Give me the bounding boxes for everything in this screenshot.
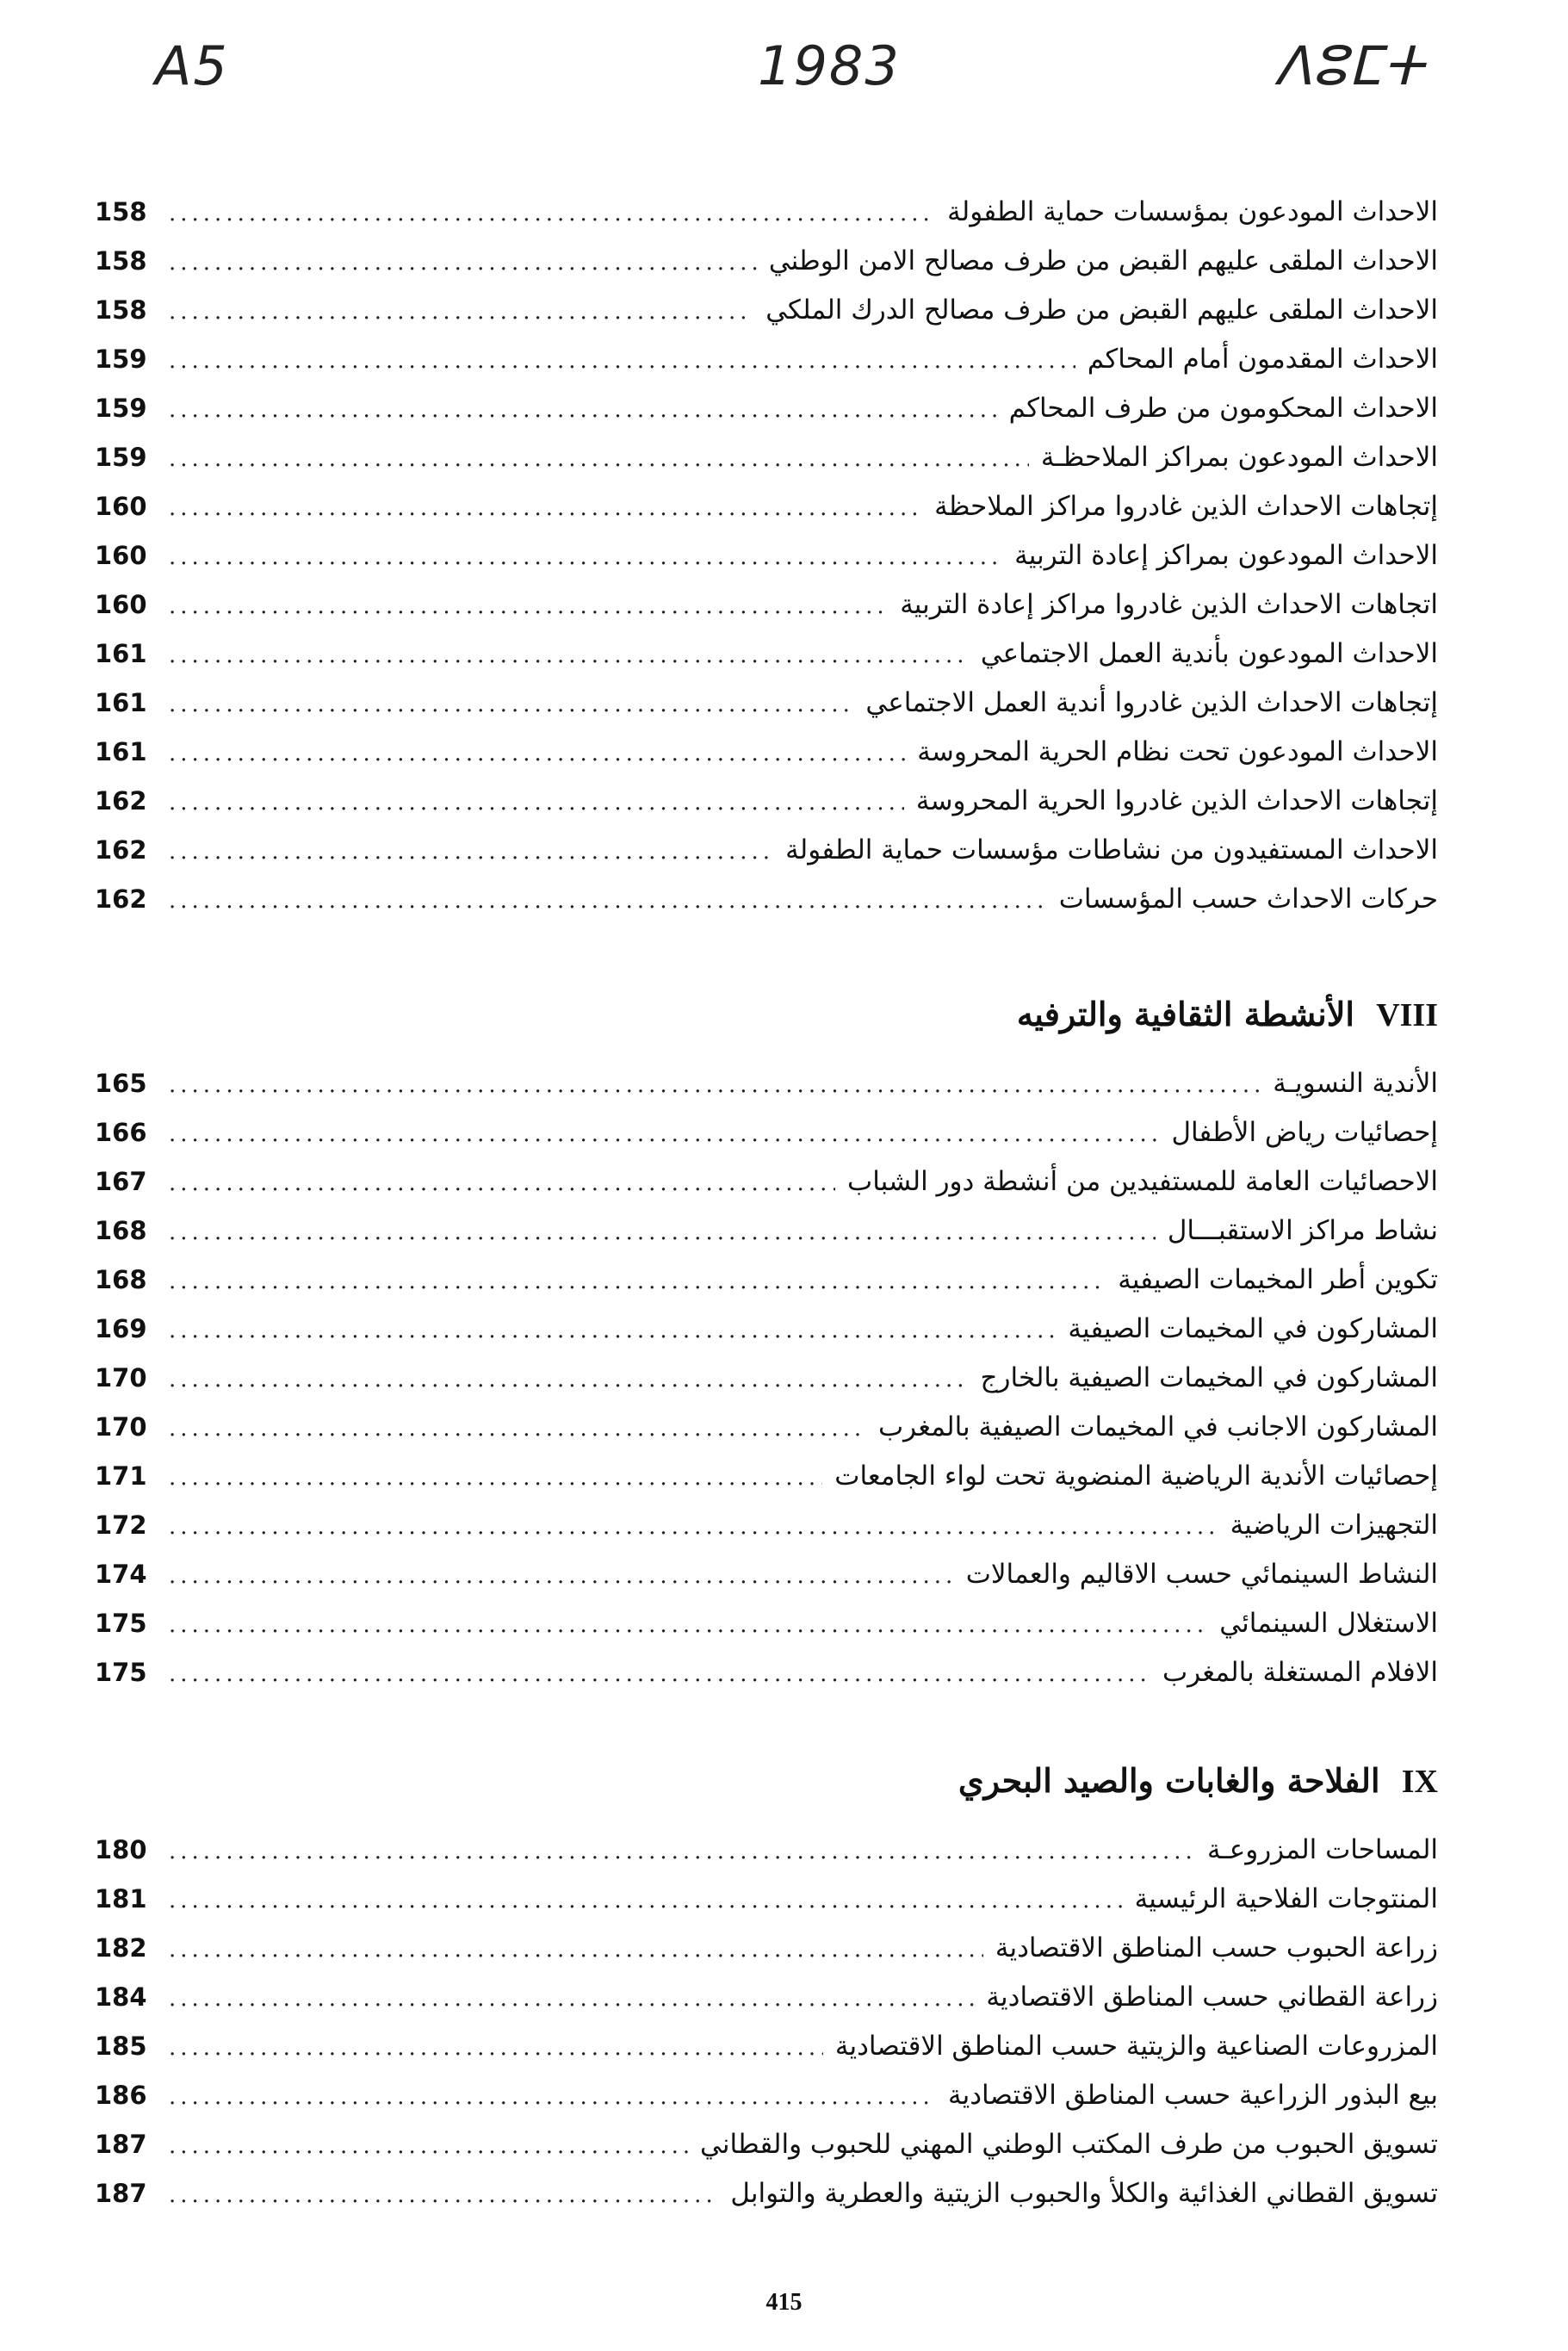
toc-entry-title: الاحداث المودعون بأندية العمل الاجتماعي — [980, 638, 1438, 669]
toc-entry-title: الاستغلال السينمائي — [1219, 1608, 1438, 1639]
toc-entry — [95, 344, 1438, 393]
toc-entry — [95, 1411, 1438, 1461]
toc-entry-title: الافلام المستغلة بالمغرب — [1162, 1657, 1438, 1688]
toc-entry-title: تكوين أطر المخيمات الصيفية — [1118, 1264, 1438, 1295]
dot-leader — [169, 2133, 688, 2159]
toc-entry-page-number: 182 — [95, 1933, 147, 1963]
toc-entry-page-number: 169 — [95, 1314, 147, 1343]
dot-leader — [169, 1888, 1123, 1914]
toc-entry-title: الاحداث المستفيدون من نشاطات مؤسسات حماية الطفولة — [785, 834, 1438, 865]
dot-leader — [169, 741, 905, 766]
toc-entry-title: الاحداث المودعون بمراكز إعادة التربية — [1014, 540, 1438, 571]
toc-entry — [95, 1657, 1438, 1706]
toc-entry-page-number: 158 — [95, 246, 147, 276]
section-title: الفلاحة والغابات والصيد البحري — [958, 1761, 1380, 1800]
section-heading — [95, 980, 1438, 1049]
page-number: 415 — [765, 2289, 803, 2316]
toc-entry-page-number: 160 — [95, 541, 147, 570]
toc-entry-title: المشاركون في المخيمات الصيفية — [1068, 1313, 1438, 1344]
toc-entry-page-number: 187 — [95, 2130, 147, 2159]
toc-entry-title: حركات الاحداث حسب المؤسسات — [1058, 884, 1438, 915]
toc-entry-title: الاحداث المودعون تحت نظام الحرية المحروسة — [917, 736, 1438, 767]
section-8-entries — [95, 1068, 1438, 1706]
dot-leader — [169, 446, 1029, 472]
toc-entry — [95, 1932, 1438, 1982]
toc-entry — [95, 1362, 1438, 1411]
toc-entry-page-number: 184 — [95, 1982, 147, 2012]
toc-entry-title: الاحداث المحكومون من طرف المحاكم — [1008, 393, 1438, 424]
toc-entry-page-number: 160 — [95, 492, 147, 521]
toc-entry-title: تسويق الحبوب من طرف المكتب الوطني المهني للحبوب والقطاني — [700, 2129, 1438, 2160]
dot-leader — [169, 1661, 1150, 1687]
toc-entry-title: إتجاهات الاحداث الذين غادروا الحرية المحروسة — [915, 785, 1438, 816]
toc-entry — [95, 1461, 1438, 1510]
toc-entry-title: إحصائيات رياض الأطفال — [1171, 1117, 1438, 1148]
toc-section-8 — [95, 980, 1438, 1706]
toc-entry-page-number: 186 — [95, 2081, 147, 2110]
toc-entry-page-number: 174 — [95, 1560, 147, 1589]
dot-leader — [169, 201, 935, 226]
toc-entry — [95, 1313, 1438, 1362]
dot-leader — [169, 2035, 823, 2061]
toc-entry-title: الأندية النسويـة — [1273, 1068, 1438, 1099]
toc-entry — [95, 1215, 1438, 1264]
dot-leader — [169, 1563, 954, 1589]
toc-entry-page-number: 162 — [95, 835, 147, 865]
toc-entry — [95, 1834, 1438, 1883]
toc-entry-page-number: 180 — [95, 1835, 147, 1864]
toc-entry-title: الاحداث المودعون بمؤسسات حماية الطفولة — [947, 196, 1438, 227]
dot-leader — [169, 1072, 1261, 1098]
toc-entry-title: تسويق القطاني الغذائية والكلأ والحبوب الزيتية والعطرية والتوابل — [730, 2178, 1438, 2209]
toc-entry — [95, 785, 1438, 834]
section-title: الأنشطة الثقافية والترفيه — [1016, 995, 1354, 1033]
dot-leader — [169, 2182, 718, 2208]
toc-entry — [95, 2129, 1438, 2178]
toc-entry — [95, 245, 1438, 295]
toc-entry-title: الاحداث المقدمون أمام المحاكم — [1087, 344, 1438, 375]
toc-entry-title: المزروعات الصناعية والزيتية حسب المناطق الاقتصادية — [834, 2031, 1438, 2062]
toc-entry-page-number: 158 — [95, 197, 147, 226]
toc-entry — [95, 1166, 1438, 1215]
toc-entry-title: إتجاهات الاحداث الذين غادروا مراكز الملاحظة — [934, 491, 1438, 522]
toc-entry-page-number: 181 — [95, 1884, 147, 1914]
toc-section-9 — [95, 1746, 1438, 2227]
toc-entry — [95, 589, 1438, 638]
toc-entry — [95, 1608, 1438, 1657]
toc-entry — [95, 638, 1438, 687]
dot-leader — [169, 1121, 1159, 1147]
section-9-entries — [95, 1834, 1438, 2227]
toc-entry-title: إتجاهات الاحداث الذين غادروا أندية العمل الاجتماعي — [865, 687, 1438, 718]
toc-entry-page-number: 165 — [95, 1069, 147, 1098]
dot-leader — [169, 495, 922, 521]
toc-entry-title: النشاط السينمائي حسب الاقاليم والعمالات — [965, 1559, 1438, 1590]
toc-entry-page-number: 159 — [95, 344, 147, 374]
dot-leader — [169, 1219, 1156, 1245]
toc-entry — [95, 295, 1438, 344]
dot-leader — [169, 1937, 983, 1963]
toc-entry — [95, 491, 1438, 540]
toc-entry-page-number: 168 — [95, 1265, 147, 1294]
toc-entry-page-number: 172 — [95, 1510, 147, 1540]
handwritten-year: 1983 — [758, 34, 901, 97]
toc-entry — [95, 1264, 1438, 1313]
toc-entry-page-number: 161 — [95, 737, 147, 766]
toc-entry-title: الاحداث الملقى عليهم القبض من طرف مصالح الدرك الملكي — [765, 295, 1438, 326]
toc-entry — [95, 1559, 1438, 1608]
toc-entry-title: المنتوجات الفلاحية الرئيسية — [1134, 1883, 1438, 1914]
dot-leader — [169, 1170, 835, 1196]
toc-entry — [95, 196, 1438, 245]
toc-entry-page-number: 168 — [95, 1216, 147, 1245]
toc-entry-title: إحصائيات الأندية الرياضية المنضوية تحت لواء الجامعات — [834, 1461, 1438, 1492]
dot-leader — [169, 790, 904, 816]
toc-entry-title: الاحصائيات العامة للمستفيدين من أنشطة دور الشباب — [847, 1166, 1438, 1197]
section-heading — [95, 1746, 1438, 1815]
toc-entry-title: زراعة القطاني حسب المناطق الاقتصادية — [986, 1982, 1438, 2013]
dot-leader — [169, 1612, 1207, 1638]
toc-entry-page-number: 161 — [95, 688, 147, 717]
dot-leader — [169, 1986, 974, 2012]
toc-entry-page-number: 158 — [95, 295, 147, 325]
dot-leader — [169, 1514, 1218, 1540]
dot-leader — [169, 1269, 1106, 1294]
toc-entry-title: نشاط مراكز الاستقبـــال — [1167, 1215, 1438, 1246]
toc-entry-page-number: 175 — [95, 1658, 147, 1687]
dot-leader — [169, 250, 757, 276]
toc-entry — [95, 2031, 1438, 2080]
toc-entry — [95, 2178, 1438, 2227]
toc-entry-page-number: 162 — [95, 786, 147, 816]
toc-entry-page-number: 162 — [95, 884, 147, 914]
dot-leader — [169, 1367, 969, 1393]
dot-leader — [169, 2084, 936, 2110]
toc-entry — [95, 540, 1438, 589]
toc-entry-page-number: 187 — [95, 2179, 147, 2208]
toc-entry — [95, 1510, 1438, 1559]
toc-entry — [95, 393, 1438, 442]
dot-leader — [169, 1416, 866, 1442]
section-roman-numeral: IX — [1401, 1764, 1438, 1800]
handwritten-mark-right: ⴷⵓⵎⵜ — [1274, 34, 1426, 97]
toc-entry-page-number: 185 — [95, 2032, 147, 2061]
toc-entry — [95, 1883, 1438, 1932]
dot-leader — [169, 1465, 822, 1491]
toc-entry-title: اتجاهات الاحداث الذين غادروا مراكز إعادة التربية — [900, 589, 1438, 620]
toc-entry-page-number: 166 — [95, 1118, 147, 1147]
toc-entry-page-number: 175 — [95, 1609, 147, 1638]
toc-entry — [95, 442, 1438, 491]
toc-entry — [95, 736, 1438, 785]
dot-leader — [169, 299, 753, 325]
toc-entry-title: التجهيزات الرياضية — [1230, 1510, 1438, 1541]
toc-entry — [95, 1117, 1438, 1166]
toc-entry-page-number: 159 — [95, 394, 147, 423]
toc-entry — [95, 884, 1438, 933]
dot-leader — [169, 593, 888, 619]
toc-entry — [95, 1068, 1438, 1117]
toc-entry-title: المشاركون في المخيمات الصيفية بالخارج — [980, 1362, 1438, 1393]
dot-leader — [169, 1839, 1195, 1864]
toc-entry-page-number: 167 — [95, 1167, 147, 1196]
dot-leader — [169, 1318, 1056, 1343]
toc-entry-page-number: 170 — [95, 1412, 147, 1442]
toc-entry-page-number: 171 — [95, 1461, 147, 1491]
toc-entry-title: المشاركون الاجانب في المخيمات الصيفية بالمغرب — [877, 1411, 1438, 1442]
dot-leader — [169, 642, 969, 668]
dot-leader — [169, 692, 853, 717]
toc-entry-page-number: 159 — [95, 443, 147, 472]
dot-leader — [169, 397, 997, 423]
toc-entry — [95, 2080, 1438, 2129]
toc-entry-title: المساحات المزروعـة — [1207, 1834, 1438, 1865]
toc-entry-title: الاحداث الملقى عليهم القبض من طرف مصالح الامن الوطني — [768, 245, 1438, 276]
toc-entry-title: الاحداث المودعون بمراكز الملاحظـة — [1040, 442, 1438, 473]
toc-entry — [95, 834, 1438, 884]
dot-leader — [169, 888, 1047, 914]
dot-leader — [169, 544, 1002, 570]
section-roman-numeral: VIII — [1376, 997, 1438, 1033]
handwritten-mark-left: A5 — [155, 34, 229, 97]
toc-entry-page-number: 170 — [95, 1363, 147, 1393]
toc-entry — [95, 1982, 1438, 2031]
dot-leader — [169, 839, 773, 865]
toc-group-1 — [95, 196, 1438, 933]
toc-entry-title: زراعة الحبوب حسب المناطق الاقتصادية — [995, 1932, 1438, 1963]
toc-entry-page-number: 161 — [95, 639, 147, 668]
toc-entry-page-number: 160 — [95, 590, 147, 619]
dot-leader — [169, 348, 1075, 374]
toc-entry — [95, 687, 1438, 736]
toc-entry-title: بيع البذور الزراعية حسب المناطق الاقتصادية — [947, 2080, 1438, 2111]
